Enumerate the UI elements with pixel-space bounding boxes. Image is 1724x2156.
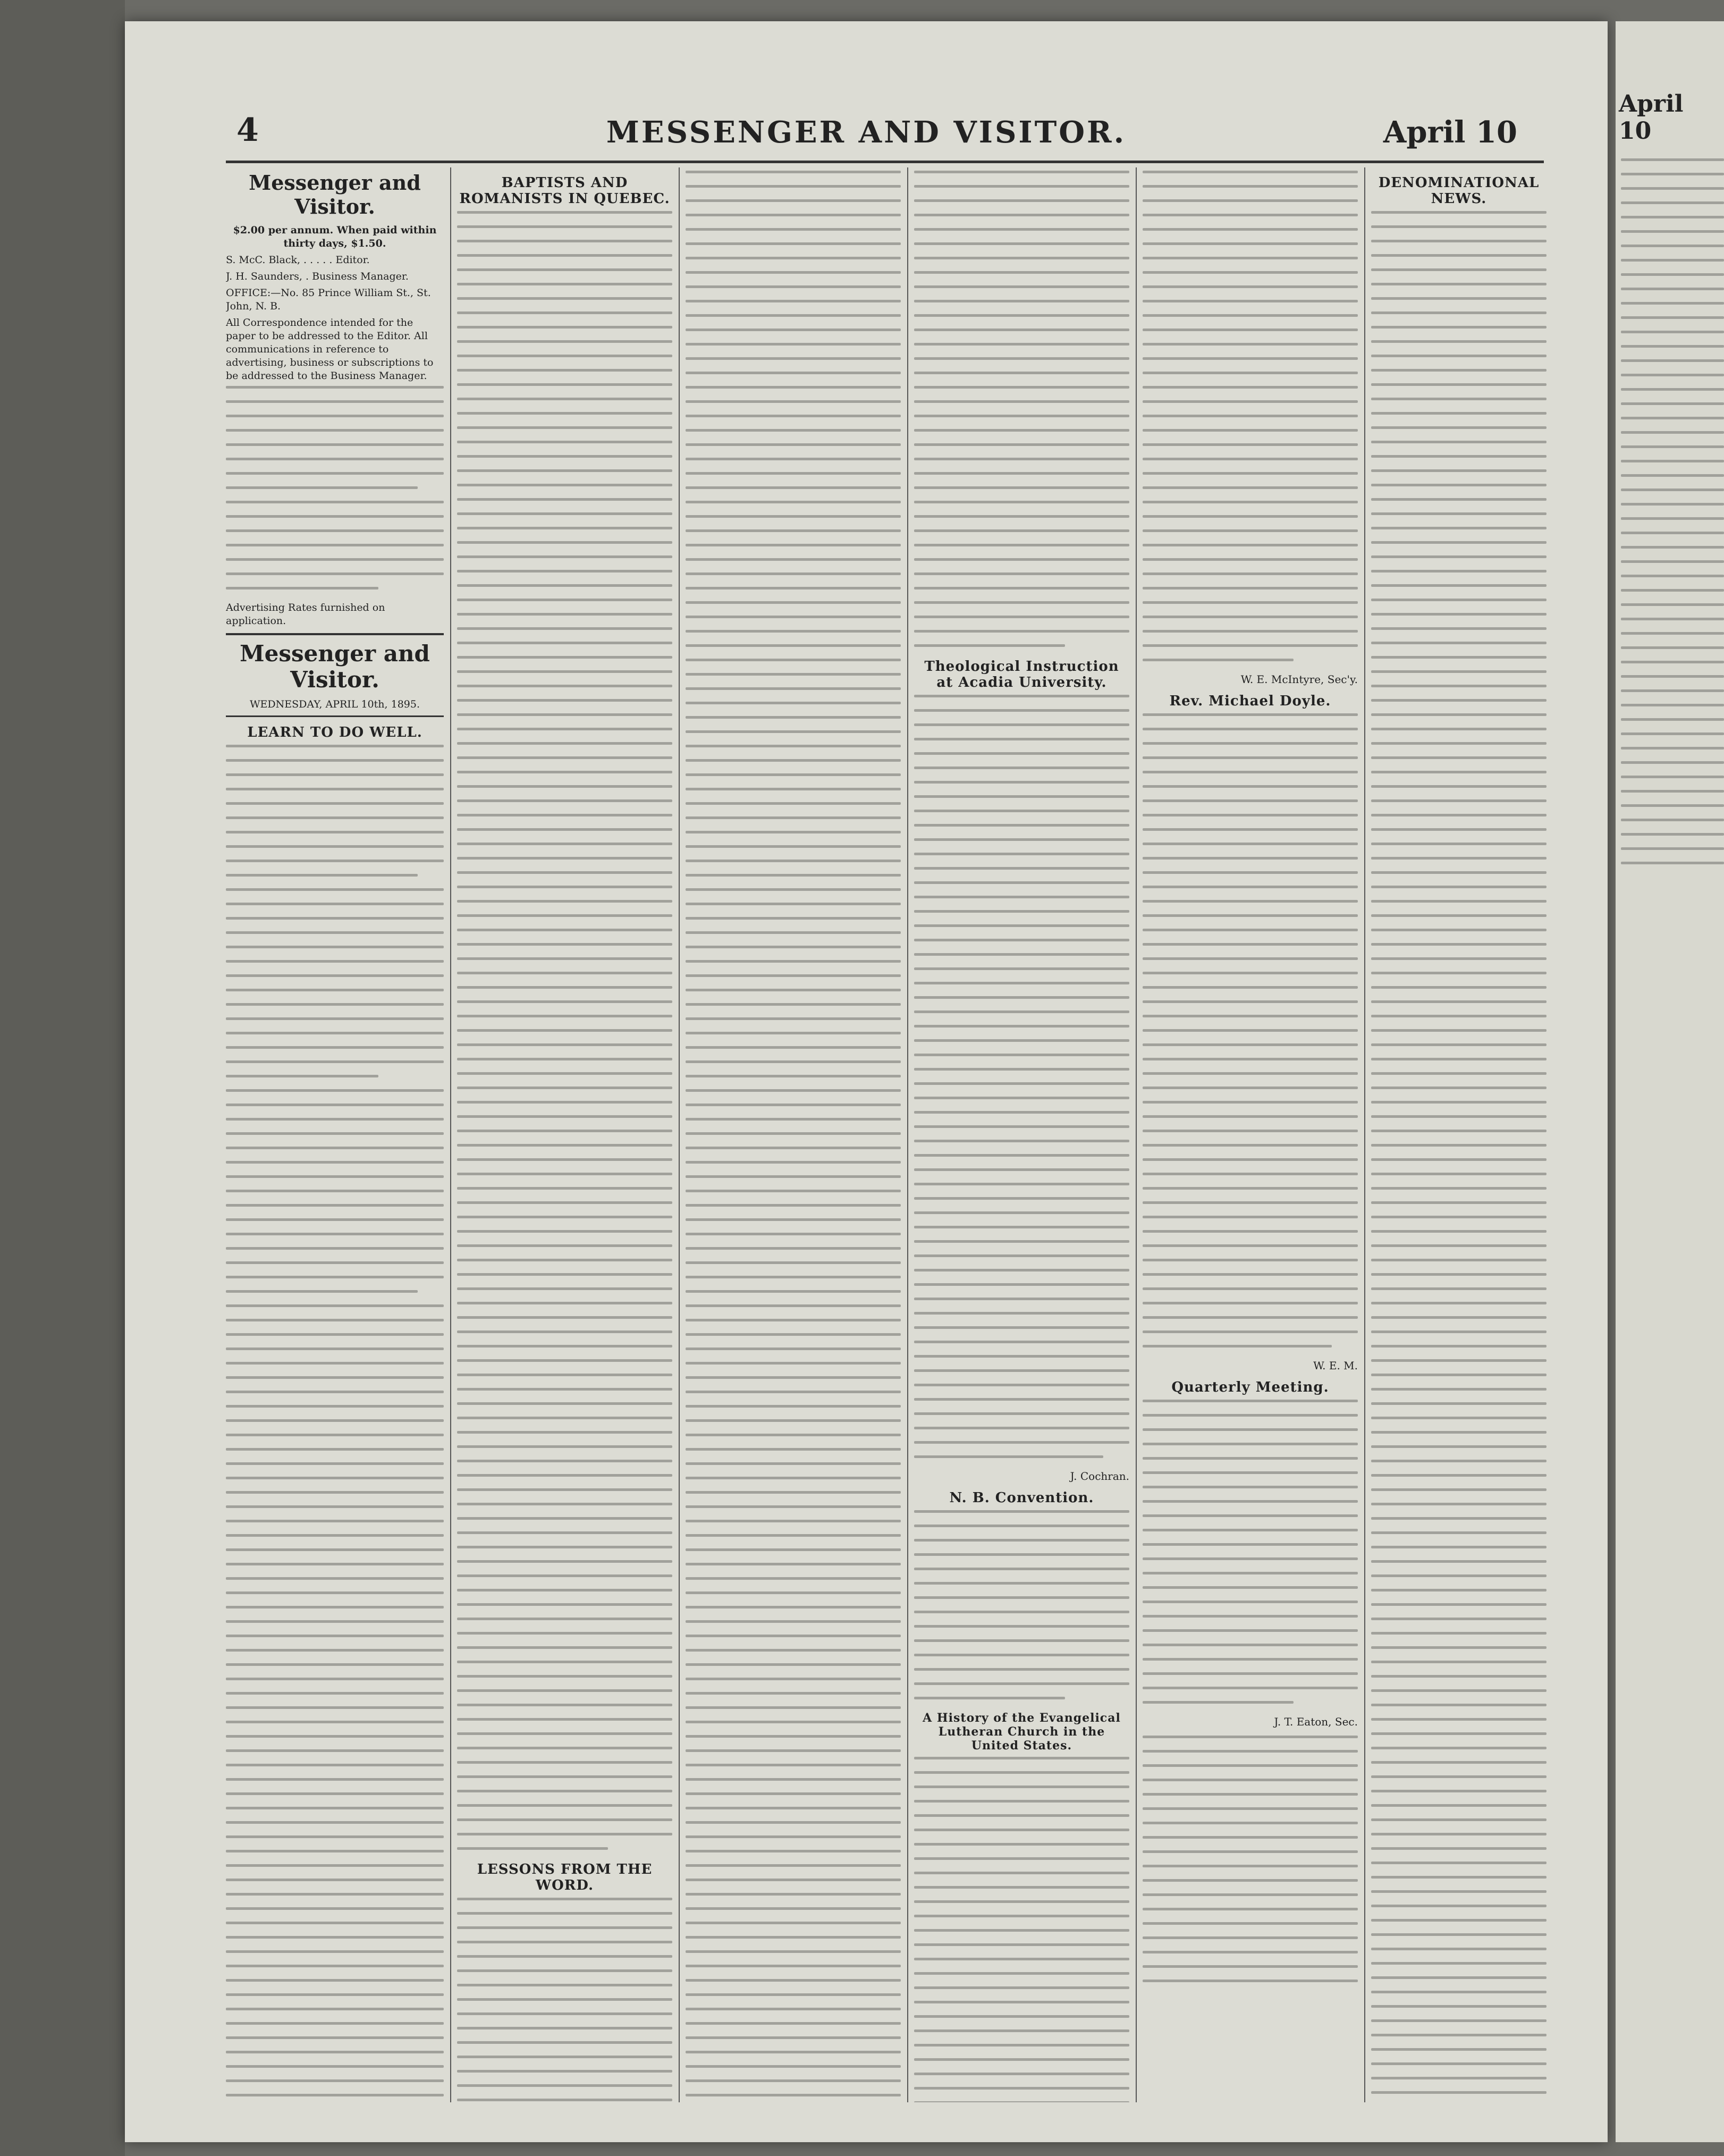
masthead: MESSENGER AND VISITOR. [606, 115, 1127, 150]
article-title: Quarterly Meeting. [1171, 1379, 1329, 1395]
column-rule [1136, 167, 1137, 2102]
advertising-notice: Advertising Rates furnished on application. [226, 602, 385, 627]
office-line: OFFICE:—No. 85 Prince William St., St. John, N. B. [226, 287, 431, 312]
column-5 [1143, 167, 1358, 2102]
article-title: A History of the Evangelical Lutheran Church in the United States. [923, 1711, 1121, 1753]
paper-name: Messenger and Visitor. [249, 171, 421, 218]
article-text [1143, 1736, 1358, 1982]
next-page-edge [1616, 21, 1724, 2142]
article-signature: J. Cochran. [1070, 1470, 1129, 1483]
article-title: BAPTISTS AND ROMANISTS IN QUEBEC. [459, 175, 670, 207]
article-text [914, 1510, 1129, 1699]
column-3 [686, 167, 901, 2102]
article-title: N. B. Convention. [949, 1490, 1094, 1506]
column-rule [907, 167, 908, 2102]
column-6 [1371, 167, 1546, 2102]
manager-line: J. H. Saunders, . Business Manager. [226, 271, 409, 282]
article-signature: W. E. M. [1313, 1359, 1358, 1372]
article-signature: W. E. McIntyre, Sec'y. [1240, 673, 1358, 686]
issue-date: WEDNESDAY, APRIL 10th, 1895. [250, 698, 420, 710]
article-title: LESSONS FROM THE WORD. [477, 1862, 653, 1893]
editorial-text [226, 745, 444, 2102]
divider [226, 715, 444, 717]
page-number: 4 [236, 112, 259, 149]
next-page-date: April 10 [1619, 90, 1684, 145]
section-title: DENOMINATIONAL NEWS. [1378, 175, 1540, 207]
article-text [1143, 1400, 1358, 1704]
article-text [686, 171, 901, 2096]
correspondence-notice: All Correspondence intended for the paper to be addressed to the Editor. All communications in reference to advertising, business or subscriptions to be addressed to the Business Manager. [226, 317, 434, 382]
column-4 [914, 167, 1129, 2102]
page-header [125, 112, 1608, 159]
column-rule [679, 167, 680, 2102]
article-text [914, 171, 1129, 647]
article-text [914, 695, 1129, 1458]
page-date: April 10 [1383, 115, 1517, 150]
notice-text [226, 386, 444, 589]
scan-margin [0, 0, 125, 2156]
column-1 [226, 167, 444, 2102]
article-title: Theological Instruction at Acadia University. [924, 659, 1119, 690]
editor-line: S. McC. Black, . . . . . Editor. [226, 254, 370, 266]
article-text [1143, 713, 1358, 1348]
next-page-text [1616, 148, 1724, 864]
divider [226, 633, 444, 635]
editorial-title: LEARN TO DO WELL. [247, 725, 422, 740]
subscription-terms: $2.00 per annum. When paid within thirty days, $1.50. [233, 224, 437, 249]
column-rule [450, 167, 451, 2102]
article-text [914, 1757, 1129, 2102]
section-banner: Messenger and Visitor. [240, 641, 430, 693]
newspaper-page [125, 21, 1608, 2142]
header-rule [226, 161, 1544, 163]
article-signature: J. T. Eaton, Sec. [1274, 1715, 1358, 1728]
article-text [457, 1898, 672, 2102]
column-rule [1364, 167, 1365, 2102]
article-title: Rev. Michael Doyle. [1169, 693, 1331, 709]
article-text [457, 211, 672, 1850]
column-2 [457, 167, 672, 2102]
news-text [1371, 211, 1546, 2102]
article-text [1143, 171, 1358, 661]
